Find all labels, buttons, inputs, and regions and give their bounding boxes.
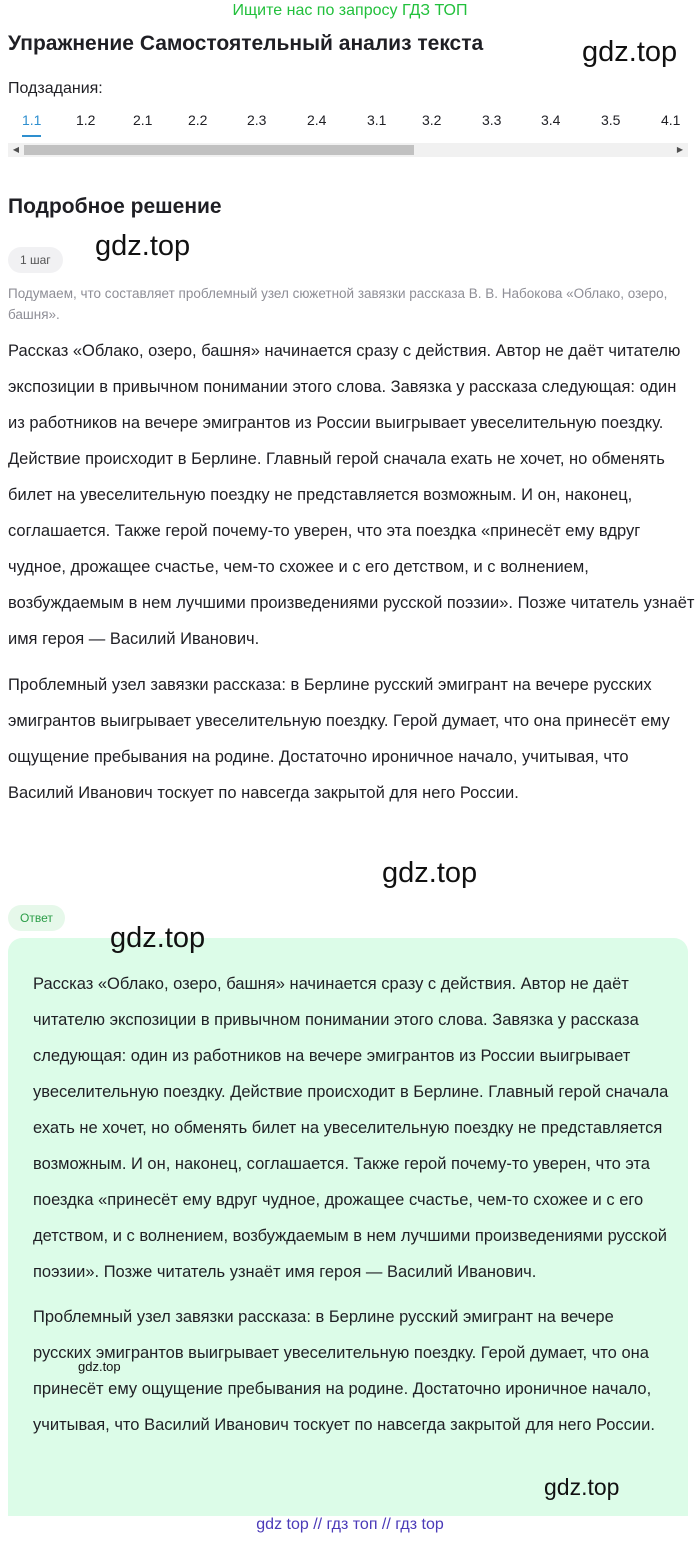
tabs-scrollbar[interactable] (8, 143, 688, 157)
watermark: gdz.top (382, 857, 478, 889)
answer-paragraph: Проблемный узел завязки рассказа: в Берлине русский эмигрант на вечере русских эмигрантов выигрывает увеселительную поездку. Герой думает, что она принесёт ему ощущение пребывания на родине. Достаточно ироничное начало, учитывая, что Василий Иванович тоскует по навсегда закрытой для него России. (33, 1308, 655, 1434)
tab-2-2[interactable]: 2.2 (188, 112, 208, 128)
tab-3-3[interactable]: 3.3 (482, 112, 502, 128)
tab-1-1[interactable]: 1.1 (22, 112, 41, 137)
answer-badge: Ответ (8, 905, 65, 931)
solution-paragraph: Рассказ «Облако, озеро, башня» начинается сразу с действия. Автор не даёт читателю экспозиции в привычном понимании этого слова. Завязка у рассказа следующая: один из работников на вечере эмигрантов из России выигрывает увеселительную поездку. Действие происходит в Берлине. Главный герой сначала ехать не хочет, но обменять билет на увеселительную поездку не представляется возможным. И он, наконец, соглашается. Также герой почему-то уверен, что эта поездка «принесёт ему вдруг чудное, дрожащее счастье, чем-то схожее и с его детством, и с волнением, возбуждаемым в нем лучшими произведениями русской поэзии». Позже читатель узнаёт имя героя — Василий Иванович. (8, 342, 695, 648)
answer-body (33, 966, 673, 1452)
tab-1-2[interactable]: 1.2 (76, 112, 96, 128)
watermark: gdz.top (78, 1359, 121, 1374)
scroll-left-icon[interactable]: ◀ (12, 145, 20, 154)
watermark: gdz.top (582, 36, 678, 68)
subtasks-label: Подзадания: (8, 80, 103, 97)
subtask-tabs (0, 108, 690, 140)
tab-2-3[interactable]: 2.3 (247, 112, 267, 128)
watermark: gdz.top (95, 230, 191, 262)
watermark: gdz.top (110, 922, 206, 954)
tab-3-4[interactable]: 3.4 (541, 112, 561, 128)
step-badge: 1 шаг (8, 247, 63, 273)
scroll-right-icon[interactable]: ▶ (676, 145, 684, 154)
tab-3-1[interactable]: 3.1 (367, 112, 387, 128)
answer-box (8, 938, 688, 1516)
solution-body (8, 333, 696, 821)
tab-2-1[interactable]: 2.1 (133, 112, 153, 128)
footer-links: gdz top // гдз топ // гдз top (256, 1516, 444, 1533)
page-title: Упражнение Самостоятельный анализ текста (8, 32, 484, 55)
tab-3-2[interactable]: 3.2 (422, 112, 442, 128)
tab-3-5[interactable]: 3.5 (601, 112, 621, 128)
solution-paragraph: Проблемный узел завязки рассказа: в Берлине русский эмигрант на вечере русских эмигрантов выигрывает увеселительную поездку. Герой думает, что она принесёт ему ощущение пребывания на родине. Достаточно ироничное начало, учитывая, что Василий Иванович тоскует по навсегда закрытой для него России. (8, 676, 670, 802)
solution-title: Подробное решение (8, 195, 222, 218)
answer-paragraph: Рассказ «Облако, озеро, башня» начинается сразу с действия. Автор не даёт читателю экспозиции в привычном понимании этого слова. Завязка у рассказа следующая: один из работников на вечере эмигрантов из России выигрывает увеселительную поездку. Действие происходит в Берлине. Главный герой сначала ехать не хочет, но обменять билет на увеселительную поездку не представляется возможным. И он, наконец, соглашается. Также герой почему-то уверен, что эта поездка «принесёт ему вдруг чудное, дрожащее счастье, чем-то схожее и с его детством, и с волнением, возбуждаемым в нем лучшими произведениями русской поэзии». Позже читатель узнаёт имя героя — Василий Иванович. (33, 975, 669, 1281)
tab-2-4[interactable]: 2.4 (307, 112, 327, 128)
step-hint: Подумаем, что составляет проблемный узел сюжетной завязки рассказа В. В. Набокова «Облако, озеро, башня». (8, 286, 668, 322)
watermark: gdz.top (544, 1474, 620, 1500)
scrollbar-thumb[interactable] (24, 145, 414, 155)
tab-4-1[interactable]: 4.1 (661, 112, 681, 128)
search-banner: Ищите нас по запросу ГДЗ ТОП (232, 2, 468, 19)
